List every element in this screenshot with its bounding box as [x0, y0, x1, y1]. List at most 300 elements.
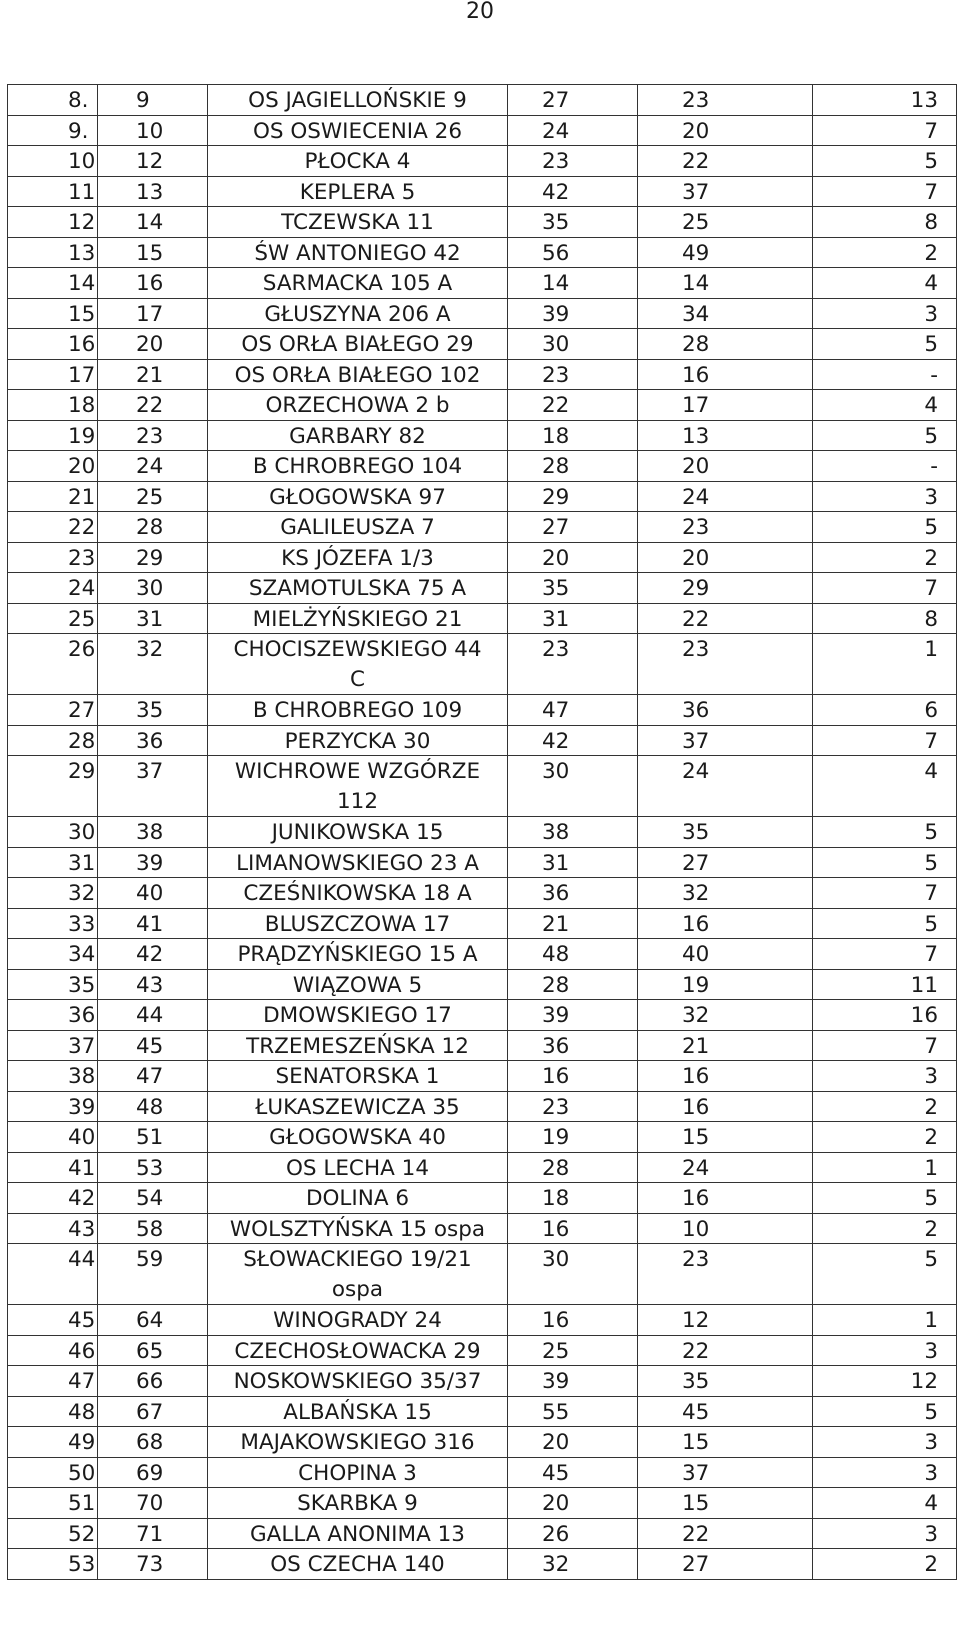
cell-value-b: 21	[637, 1031, 812, 1061]
table-row	[7, 177, 957, 208]
cell-address: SZAMOTULSKA 75 A	[207, 573, 507, 603]
cell-value-c: 7	[812, 939, 957, 969]
cell-value-c: -	[812, 360, 957, 390]
cell-value-c: 7	[812, 116, 957, 146]
cell-value-c: 5	[812, 909, 957, 939]
cell-value-b: 15	[637, 1122, 812, 1152]
cell-value-c: 7	[812, 1031, 957, 1061]
table-row	[7, 1305, 957, 1336]
cell-address: DMOWSKIEGO 17	[207, 1000, 507, 1030]
cell-value-a: 42	[507, 177, 637, 207]
cell-lp: 30	[7, 817, 97, 847]
cell-address: PŁOCKA 4	[207, 146, 507, 176]
cell-value-b: 22	[637, 1336, 812, 1366]
cell-address: TCZEWSKA 11	[207, 207, 507, 237]
cell-value-a: 26	[507, 1519, 637, 1549]
cell-value-b: 37	[637, 177, 812, 207]
cell-value-c: 5	[812, 146, 957, 176]
cell-value-a: 32	[507, 1549, 637, 1579]
cell-value-b: 22	[637, 604, 812, 634]
cell-value-b: 28	[637, 329, 812, 359]
cell-value-c: 4	[812, 756, 957, 816]
cell-value-b: 27	[637, 848, 812, 878]
cell-value-b: 27	[637, 1549, 812, 1579]
table-row	[7, 878, 957, 909]
cell-lp: 48	[7, 1397, 97, 1427]
cell-number: 25	[97, 482, 207, 512]
table-row	[7, 1488, 957, 1519]
cell-address: CHOCISZEWSKIEGO 44 C	[207, 634, 507, 694]
cell-number: 28	[97, 512, 207, 542]
cell-value-b: 20	[637, 543, 812, 573]
cell-address: GALILEUSZA 7	[207, 512, 507, 542]
cell-value-c: 11	[812, 970, 957, 1000]
table-row	[7, 1153, 957, 1184]
table-row	[7, 1092, 957, 1123]
cell-lp: 21	[7, 482, 97, 512]
cell-lp: 46	[7, 1336, 97, 1366]
cell-value-b: 13	[637, 421, 812, 451]
cell-lp: 26	[7, 634, 97, 694]
table-row	[7, 1366, 957, 1397]
cell-lp: 12	[7, 207, 97, 237]
table-row	[7, 848, 957, 879]
cell-number: 32	[97, 634, 207, 694]
cell-value-b: 19	[637, 970, 812, 1000]
table-row	[7, 1549, 957, 1580]
table-row	[7, 1031, 957, 1062]
cell-lp: 43	[7, 1214, 97, 1244]
cell-value-b: 23	[637, 1244, 812, 1304]
cell-lp: 53	[7, 1549, 97, 1579]
cell-number: 21	[97, 360, 207, 390]
cell-value-b: 36	[637, 695, 812, 725]
cell-address: ŁUKASZEWICZA 35	[207, 1092, 507, 1122]
cell-number: 65	[97, 1336, 207, 1366]
cell-address: SŁOWACKIEGO 19/21 ospa	[207, 1244, 507, 1304]
cell-value-c: 2	[812, 1122, 957, 1152]
cell-address: NOSKOWSKIEGO 35/37	[207, 1366, 507, 1396]
cell-value-b: 22	[637, 1519, 812, 1549]
cell-number: 44	[97, 1000, 207, 1030]
cell-address: WIĄZOWA 5	[207, 970, 507, 1000]
cell-number: 24	[97, 451, 207, 481]
cell-value-a: 48	[507, 939, 637, 969]
cell-number: 35	[97, 695, 207, 725]
cell-number: 36	[97, 726, 207, 756]
cell-value-a: 23	[507, 146, 637, 176]
cell-address: JUNIKOWSKA 15	[207, 817, 507, 847]
cell-value-c: 5	[812, 1397, 957, 1427]
table-row	[7, 1183, 957, 1214]
table-row	[7, 726, 957, 757]
table-row	[7, 207, 957, 238]
cell-value-c: 6	[812, 695, 957, 725]
cell-value-a: 39	[507, 299, 637, 329]
cell-lp: 29	[7, 756, 97, 816]
cell-value-b: 40	[637, 939, 812, 969]
table-row	[7, 756, 957, 817]
cell-address: MAJAKOWSKIEGO 316	[207, 1427, 507, 1457]
cell-value-c: 7	[812, 573, 957, 603]
cell-address: OS ORŁA BIAŁEGO 29	[207, 329, 507, 359]
cell-value-c: 12	[812, 1366, 957, 1396]
cell-value-a: 16	[507, 1061, 637, 1091]
cell-value-b: 34	[637, 299, 812, 329]
cell-value-c: 7	[812, 878, 957, 908]
cell-address: CZEŚNIKOWSKA 18 A	[207, 878, 507, 908]
cell-address: KS JÓZEFA 1/3	[207, 543, 507, 573]
cell-address: OS ORŁA BIAŁEGO 102	[207, 360, 507, 390]
table-row	[7, 1244, 957, 1305]
cell-value-b: 24	[637, 756, 812, 816]
cell-number: 10	[97, 116, 207, 146]
cell-lp: 8.	[7, 85, 97, 115]
cell-address: B CHROBREGO 109	[207, 695, 507, 725]
cell-address: WOLSZTYŃSKA 15 ospa	[207, 1214, 507, 1244]
table-row	[7, 1000, 957, 1031]
cell-value-b: 20	[637, 116, 812, 146]
cell-value-c: 4	[812, 268, 957, 298]
cell-address: CZECHOSŁOWACKA 29	[207, 1336, 507, 1366]
cell-lp: 18	[7, 390, 97, 420]
cell-value-a: 28	[507, 970, 637, 1000]
cell-address: B CHROBREGO 104	[207, 451, 507, 481]
cell-lp: 27	[7, 695, 97, 725]
cell-value-a: 19	[507, 1122, 637, 1152]
cell-number: 69	[97, 1458, 207, 1488]
cell-number: 22	[97, 390, 207, 420]
cell-address: GŁOGOWSKA 40	[207, 1122, 507, 1152]
cell-address: PRĄDZYŃSKIEGO 15 A	[207, 939, 507, 969]
cell-number: 48	[97, 1092, 207, 1122]
cell-value-a: 18	[507, 1183, 637, 1213]
cell-value-c: 4	[812, 1488, 957, 1518]
cell-lp: 39	[7, 1092, 97, 1122]
table-row	[7, 299, 957, 330]
cell-value-c: 1	[812, 1305, 957, 1335]
cell-value-a: 36	[507, 1031, 637, 1061]
cell-value-b: 32	[637, 878, 812, 908]
table-row	[7, 116, 957, 147]
cell-value-b: 24	[637, 482, 812, 512]
cell-number: 16	[97, 268, 207, 298]
cell-address: GŁUSZYNA 206 A	[207, 299, 507, 329]
cell-lp: 37	[7, 1031, 97, 1061]
cell-value-b: 35	[637, 817, 812, 847]
cell-number: 29	[97, 543, 207, 573]
cell-lp: 15	[7, 299, 97, 329]
cell-value-b: 16	[637, 360, 812, 390]
cell-value-c: 5	[812, 421, 957, 451]
table-row	[7, 817, 957, 848]
table-row	[7, 85, 957, 116]
cell-value-c: 3	[812, 1458, 957, 1488]
cell-value-c: 4	[812, 390, 957, 420]
cell-address: ALBAŃSKA 15	[207, 1397, 507, 1427]
cell-value-a: 16	[507, 1305, 637, 1335]
cell-value-a: 55	[507, 1397, 637, 1427]
cell-number: 51	[97, 1122, 207, 1152]
cell-lp: 31	[7, 848, 97, 878]
table-row	[7, 1061, 957, 1092]
cell-value-b: 45	[637, 1397, 812, 1427]
cell-value-c: 8	[812, 207, 957, 237]
cell-value-b: 17	[637, 390, 812, 420]
cell-value-c: 3	[812, 482, 957, 512]
table-row	[7, 695, 957, 726]
cell-number: 42	[97, 939, 207, 969]
cell-value-a: 27	[507, 512, 637, 542]
cell-lp: 52	[7, 1519, 97, 1549]
cell-value-c: 2	[812, 238, 957, 268]
cell-value-b: 15	[637, 1427, 812, 1457]
cell-value-a: 28	[507, 1153, 637, 1183]
table-row	[7, 573, 957, 604]
cell-number: 71	[97, 1519, 207, 1549]
cell-value-c: 13	[812, 85, 957, 115]
cell-value-b: 32	[637, 1000, 812, 1030]
page-number: 20	[466, 0, 494, 24]
cell-value-c: 5	[812, 329, 957, 359]
cell-address: SENATORSKA 1	[207, 1061, 507, 1091]
cell-number: 68	[97, 1427, 207, 1457]
cell-address: OS LECHA 14	[207, 1153, 507, 1183]
cell-lp: 17	[7, 360, 97, 390]
cell-lp: 11	[7, 177, 97, 207]
cell-value-b: 49	[637, 238, 812, 268]
cell-value-a: 30	[507, 329, 637, 359]
table-row	[7, 451, 957, 482]
cell-value-c: 3	[812, 1061, 957, 1091]
cell-lp: 41	[7, 1153, 97, 1183]
cell-address: KEPLERA 5	[207, 177, 507, 207]
table-row	[7, 970, 957, 1001]
cell-address: GARBARY 82	[207, 421, 507, 451]
cell-lp: 20	[7, 451, 97, 481]
cell-value-a: 23	[507, 1092, 637, 1122]
cell-value-b: 12	[637, 1305, 812, 1335]
cell-value-b: 35	[637, 1366, 812, 1396]
cell-address: CHOPINA 3	[207, 1458, 507, 1488]
data-table	[7, 84, 957, 1580]
cell-value-a: 20	[507, 543, 637, 573]
cell-value-c: 3	[812, 1427, 957, 1457]
cell-value-a: 27	[507, 85, 637, 115]
cell-number: 39	[97, 848, 207, 878]
cell-value-b: 15	[637, 1488, 812, 1518]
cell-lp: 10	[7, 146, 97, 176]
cell-address: OS CZECHA 140	[207, 1549, 507, 1579]
cell-value-a: 38	[507, 817, 637, 847]
cell-value-b: 29	[637, 573, 812, 603]
cell-value-a: 16	[507, 1214, 637, 1244]
cell-lp: 49	[7, 1427, 97, 1457]
cell-value-a: 23	[507, 360, 637, 390]
cell-lp: 45	[7, 1305, 97, 1335]
table-row	[7, 939, 957, 970]
cell-lp: 50	[7, 1458, 97, 1488]
cell-value-c: 7	[812, 177, 957, 207]
cell-number: 73	[97, 1549, 207, 1579]
cell-value-b: 25	[637, 207, 812, 237]
cell-lp: 33	[7, 909, 97, 939]
cell-lp: 24	[7, 573, 97, 603]
cell-value-c: 8	[812, 604, 957, 634]
cell-value-c: 2	[812, 1549, 957, 1579]
table-row	[7, 1427, 957, 1458]
cell-number: 9	[97, 85, 207, 115]
cell-address: ORZECHOWA 2 b	[207, 390, 507, 420]
cell-number: 30	[97, 573, 207, 603]
table-row	[7, 1519, 957, 1550]
cell-value-a: 35	[507, 207, 637, 237]
cell-number: 23	[97, 421, 207, 451]
cell-lp: 36	[7, 1000, 97, 1030]
cell-number: 54	[97, 1183, 207, 1213]
cell-lp: 38	[7, 1061, 97, 1091]
cell-value-a: 56	[507, 238, 637, 268]
cell-value-a: 39	[507, 1366, 637, 1396]
cell-address: DOLINA 6	[207, 1183, 507, 1213]
cell-address: WICHROWE WZGÓRZE 112	[207, 756, 507, 816]
cell-number: 43	[97, 970, 207, 1000]
cell-value-c: 3	[812, 1336, 957, 1366]
cell-value-a: 36	[507, 878, 637, 908]
table-row	[7, 512, 957, 543]
cell-value-c: 2	[812, 543, 957, 573]
cell-lp: 42	[7, 1183, 97, 1213]
cell-value-a: 31	[507, 604, 637, 634]
cell-number: 13	[97, 177, 207, 207]
cell-value-c: 2	[812, 1092, 957, 1122]
cell-number: 12	[97, 146, 207, 176]
table-row	[7, 390, 957, 421]
cell-number: 66	[97, 1366, 207, 1396]
cell-address: SARMACKA 105 A	[207, 268, 507, 298]
cell-lp: 16	[7, 329, 97, 359]
table-row	[7, 482, 957, 513]
cell-number: 45	[97, 1031, 207, 1061]
cell-value-b: 16	[637, 1061, 812, 1091]
cell-number: 20	[97, 329, 207, 359]
cell-number: 37	[97, 756, 207, 816]
cell-number: 64	[97, 1305, 207, 1335]
cell-lp: 23	[7, 543, 97, 573]
cell-address: TRZEMESZEŃSKA 12	[207, 1031, 507, 1061]
cell-value-a: 30	[507, 756, 637, 816]
table-row	[7, 604, 957, 635]
table-row	[7, 634, 957, 695]
cell-value-c: 5	[812, 1183, 957, 1213]
cell-lp: 32	[7, 878, 97, 908]
cell-lp: 40	[7, 1122, 97, 1152]
cell-address: ŚW ANTONIEGO 42	[207, 238, 507, 268]
cell-lp: 28	[7, 726, 97, 756]
table-row	[7, 543, 957, 574]
cell-value-a: 29	[507, 482, 637, 512]
cell-value-a: 20	[507, 1427, 637, 1457]
cell-number: 58	[97, 1214, 207, 1244]
cell-value-a: 28	[507, 451, 637, 481]
cell-address: LIMANOWSKIEGO 23 A	[207, 848, 507, 878]
cell-number: 70	[97, 1488, 207, 1518]
cell-value-c: 16	[812, 1000, 957, 1030]
cell-value-b: 14	[637, 268, 812, 298]
cell-value-b: 16	[637, 1183, 812, 1213]
cell-lp: 14	[7, 268, 97, 298]
cell-number: 41	[97, 909, 207, 939]
cell-value-b: 23	[637, 512, 812, 542]
cell-value-c: 1	[812, 634, 957, 694]
cell-value-a: 22	[507, 390, 637, 420]
cell-value-a: 31	[507, 848, 637, 878]
cell-lp: 51	[7, 1488, 97, 1518]
cell-value-b: 37	[637, 726, 812, 756]
cell-value-b: 22	[637, 146, 812, 176]
cell-value-b: 16	[637, 1092, 812, 1122]
cell-address: GALLA ANONIMA 13	[207, 1519, 507, 1549]
cell-value-c: -	[812, 451, 957, 481]
cell-value-b: 37	[637, 1458, 812, 1488]
table-row	[7, 146, 957, 177]
cell-value-a: 25	[507, 1336, 637, 1366]
table-row	[7, 360, 957, 391]
cell-value-a: 18	[507, 421, 637, 451]
cell-value-b: 10	[637, 1214, 812, 1244]
cell-value-c: 7	[812, 726, 957, 756]
cell-address: MIELŻYŃSKIEGO 21	[207, 604, 507, 634]
cell-value-c: 5	[812, 817, 957, 847]
cell-value-c: 2	[812, 1214, 957, 1244]
cell-address: PERZYCKA 30	[207, 726, 507, 756]
cell-address: GŁOGOWSKA 97	[207, 482, 507, 512]
cell-number: 47	[97, 1061, 207, 1091]
table-row	[7, 909, 957, 940]
table-row	[7, 421, 957, 452]
cell-address: WINOGRADY 24	[207, 1305, 507, 1335]
cell-value-a: 47	[507, 695, 637, 725]
table-row	[7, 1397, 957, 1428]
cell-number: 40	[97, 878, 207, 908]
cell-lp: 22	[7, 512, 97, 542]
cell-lp: 19	[7, 421, 97, 451]
cell-value-a: 21	[507, 909, 637, 939]
cell-value-a: 35	[507, 573, 637, 603]
table-row	[7, 1336, 957, 1367]
table-row	[7, 1122, 957, 1153]
cell-value-b: 23	[637, 634, 812, 694]
cell-lp: 47	[7, 1366, 97, 1396]
cell-number: 31	[97, 604, 207, 634]
cell-value-c: 3	[812, 299, 957, 329]
cell-value-b: 23	[637, 85, 812, 115]
cell-value-b: 24	[637, 1153, 812, 1183]
cell-value-c: 3	[812, 1519, 957, 1549]
cell-lp: 34	[7, 939, 97, 969]
cell-value-a: 45	[507, 1458, 637, 1488]
cell-number: 15	[97, 238, 207, 268]
cell-address: SKARBKA 9	[207, 1488, 507, 1518]
table-row	[7, 268, 957, 299]
cell-value-a: 24	[507, 116, 637, 146]
cell-number: 14	[97, 207, 207, 237]
cell-number: 17	[97, 299, 207, 329]
cell-value-a: 39	[507, 1000, 637, 1030]
cell-number: 38	[97, 817, 207, 847]
cell-value-c: 5	[812, 512, 957, 542]
cell-lp: 44	[7, 1244, 97, 1304]
